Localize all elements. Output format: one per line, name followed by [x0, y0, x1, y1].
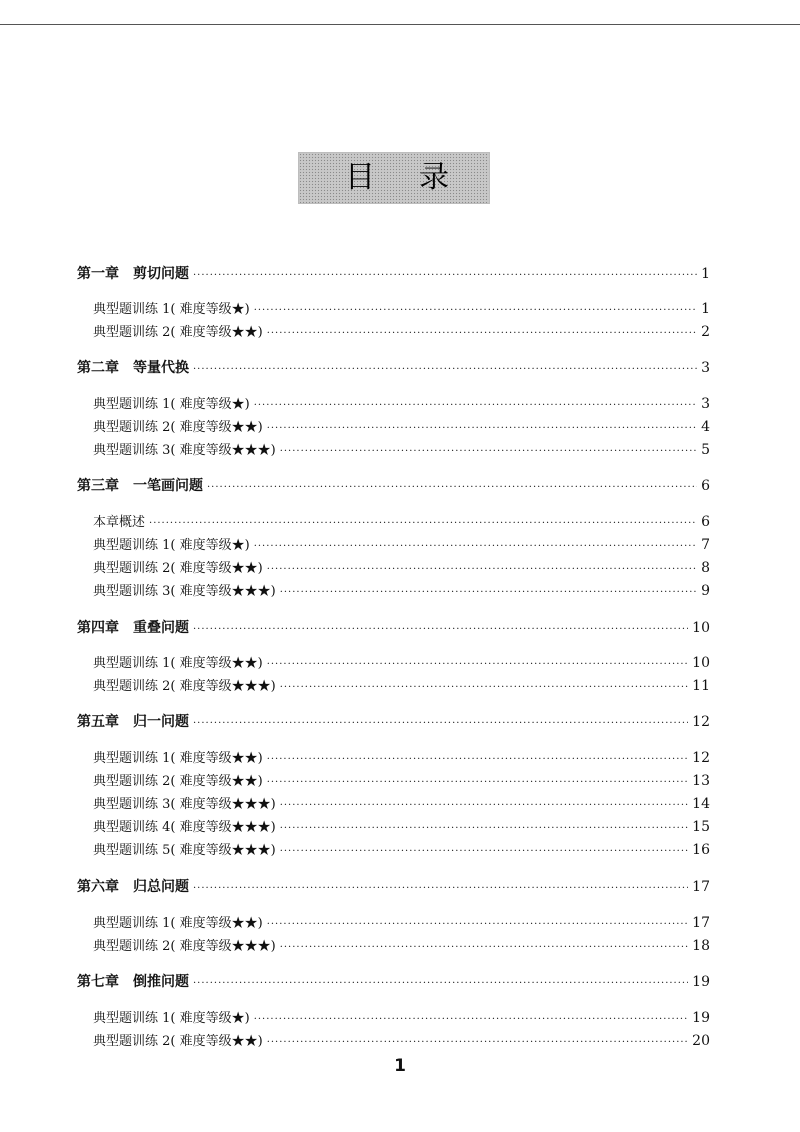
toc-chapter-entry — [0, 263, 710, 285]
toc-entry-page: 10 — [692, 620, 710, 636]
toc-entry-page: 17 — [692, 879, 710, 895]
toc-entry-label: 第四章 重叠问题 — [77, 620, 189, 636]
toc-section-entry — [0, 511, 710, 533]
toc-section-entry — [0, 298, 710, 320]
toc-section-entry — [0, 747, 710, 769]
toc-entry-page: 5 — [701, 442, 710, 458]
dot-leader — [267, 749, 688, 771]
toc-entry-label: 典型题训练 2( 难度等级★★★) — [93, 939, 276, 954]
toc-section-entry — [0, 770, 710, 792]
dot-leader — [193, 359, 697, 381]
toc-entry-page: 15 — [692, 819, 710, 835]
dot-leader — [193, 973, 688, 995]
toc-section-entry — [0, 439, 710, 461]
toc-entry-label: 典型题训练 3( 难度等级★★★) — [93, 797, 276, 812]
toc-entry-page: 8 — [701, 560, 710, 576]
toc-entry-label: 典型题训练 1( 难度等级★) — [93, 302, 250, 317]
dot-leader — [267, 654, 688, 676]
dot-leader — [280, 582, 697, 604]
toc-entry-label: 典型题训练 2( 难度等级★★) — [93, 325, 263, 340]
toc-entry-page: 19 — [692, 974, 710, 990]
toc-chapter-entry — [0, 357, 710, 379]
toc-chapter-entry — [0, 971, 710, 993]
dot-leader — [267, 914, 688, 936]
toc-entry-page: 7 — [701, 537, 710, 553]
toc-entry-label: 本章概述 — [93, 515, 146, 530]
toc-title-char-1: 目 — [345, 160, 375, 195]
toc-section-entry — [0, 675, 710, 697]
toc-section-entry — [0, 793, 710, 815]
toc-entry-label: 第五章 归一问题 — [77, 714, 189, 730]
toc-section-entry — [0, 1007, 710, 1029]
toc-section-entry — [0, 935, 710, 957]
toc-entry-page: 1 — [701, 266, 710, 282]
toc-entry-label: 典型题训练 1( 难度等级★★) — [93, 656, 263, 671]
dot-leader — [193, 265, 697, 287]
toc-entry-label: 第七章 倒推问题 — [77, 974, 189, 990]
toc-entry-page: 11 — [692, 678, 710, 694]
toc-entry-page: 12 — [692, 714, 710, 730]
toc-entry-page: 17 — [692, 915, 710, 931]
toc-entry-page: 9 — [701, 583, 710, 599]
toc-entry-label: 典型题训练 1( 难度等级★) — [93, 397, 250, 412]
dot-leader — [193, 619, 688, 641]
toc-section-entry — [0, 416, 710, 438]
dot-leader — [280, 937, 688, 959]
toc-entry-page: 16 — [692, 842, 710, 858]
dot-leader — [254, 536, 697, 558]
toc-section-entry — [0, 1030, 710, 1052]
toc-section-entry — [0, 912, 710, 934]
dot-leader — [254, 300, 697, 322]
toc-entry-label: 第三章 一笔画问题 — [77, 478, 203, 494]
toc-entry-label: 典型题训练 3( 难度等级★★★) — [93, 584, 276, 599]
dot-leader — [193, 878, 688, 900]
toc-entry-page: 18 — [692, 938, 710, 954]
header-rule — [0, 24, 800, 25]
dot-leader — [280, 441, 697, 463]
dot-leader — [280, 841, 688, 863]
dot-leader — [280, 677, 688, 699]
toc-entry-label: 典型题训练 4( 难度等级★★★) — [93, 820, 276, 835]
toc-title-char-2: 录 — [419, 160, 449, 195]
dot-leader — [267, 418, 697, 440]
toc-entry-page: 10 — [692, 655, 710, 671]
toc-chapter-entry — [0, 876, 710, 898]
toc-entry-label: 典型题训练 1( 难度等级★) — [93, 538, 250, 553]
toc-entry-page: 12 — [692, 750, 710, 766]
toc-chapter-entry — [0, 617, 710, 639]
toc-section-entry — [0, 557, 710, 579]
toc-entry-label: 典型题训练 3( 难度等级★★★) — [93, 443, 276, 458]
toc-entry-label: 第六章 归总问题 — [77, 879, 189, 895]
toc-entry-page: 13 — [692, 773, 710, 789]
toc-entry-page: 14 — [692, 796, 710, 812]
toc-entry-page: 3 — [701, 396, 710, 412]
dot-leader — [254, 395, 697, 417]
toc-section-entry — [0, 839, 710, 861]
toc-entry-page: 6 — [701, 478, 710, 494]
dot-leader — [207, 477, 697, 499]
toc-entry-label: 典型题训练 2( 难度等级★★) — [93, 774, 263, 789]
toc-entry-page: 20 — [692, 1033, 710, 1049]
dot-leader — [280, 795, 688, 817]
dot-leader — [267, 559, 697, 581]
toc-entry-label: 典型题训练 5( 难度等级★★★) — [93, 843, 276, 858]
dot-leader — [280, 818, 688, 840]
toc-section-entry — [0, 816, 710, 838]
dot-leader — [267, 772, 688, 794]
dot-leader — [267, 323, 697, 345]
toc-entry-label: 典型题训练 2( 难度等级★★) — [93, 1034, 263, 1049]
toc-entry-label: 典型题训练 2( 难度等级★★) — [93, 420, 263, 435]
toc-entry-label: 典型题训练 1( 难度等级★) — [93, 1011, 250, 1026]
toc-entry-page: 1 — [701, 301, 710, 317]
toc-entry-page: 4 — [701, 419, 710, 435]
dot-leader — [193, 713, 688, 735]
toc-entry-label: 典型题训练 1( 难度等级★★) — [93, 751, 263, 766]
toc-entry-label: 第二章 等量代换 — [77, 360, 189, 376]
toc-section-entry — [0, 534, 710, 556]
toc-entry-page: 19 — [692, 1010, 710, 1026]
toc-entry-label: 第一章 剪切问题 — [77, 266, 189, 282]
toc-section-entry — [0, 652, 710, 674]
toc-entry-page: 3 — [701, 360, 710, 376]
toc-section-entry — [0, 580, 710, 602]
toc-entry-page: 2 — [701, 324, 710, 340]
toc-entry-label: 典型题训练 1( 难度等级★★) — [93, 916, 263, 931]
dot-leader — [267, 1032, 688, 1054]
toc-entry-label: 典型题训练 2( 难度等级★★★) — [93, 679, 276, 694]
dot-leader — [149, 513, 697, 535]
dot-leader — [254, 1009, 688, 1031]
toc-chapter-entry — [0, 711, 710, 733]
toc-section-entry — [0, 321, 710, 343]
toc-entry-label: 典型题训练 2( 难度等级★★) — [93, 561, 263, 576]
toc-title-box — [298, 152, 490, 204]
toc-chapter-entry — [0, 475, 710, 497]
page-number: 1 — [394, 1056, 406, 1076]
toc-section-entry — [0, 393, 710, 415]
toc-entry-page: 6 — [701, 514, 710, 530]
